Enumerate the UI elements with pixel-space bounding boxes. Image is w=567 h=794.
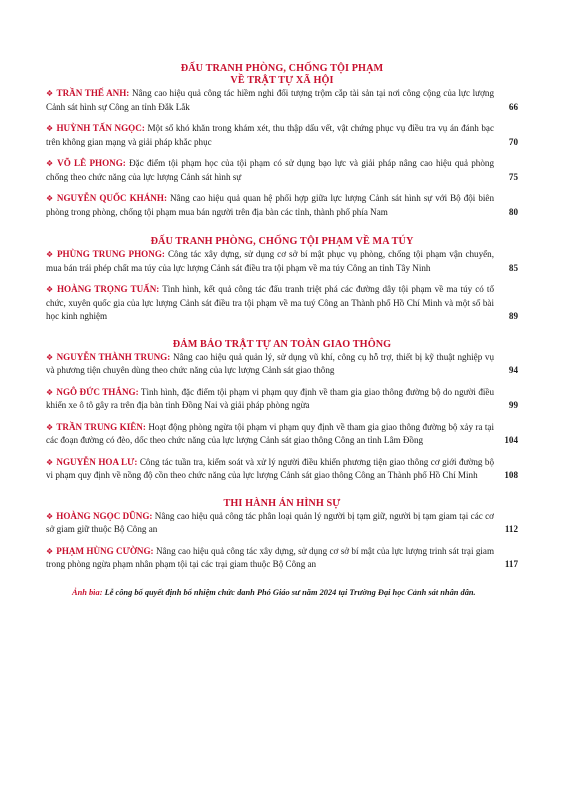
toc-entry[interactable] [46,192,518,219]
entry-page-number: 85 [508,262,518,273]
toc-entry[interactable] [46,87,518,114]
diamond-bullet-icon: ❖ [46,194,54,203]
entry-page-number: 89 [508,311,518,321]
entry-page-number: 75 [508,171,518,182]
entry-page-number: 80 [508,206,518,217]
entry-author: HOÀNG TRỌNG TUẤN: [56,284,160,294]
entry-page-number: 99 [508,400,518,410]
entry-page-number: 117 [504,559,518,569]
section-title: ĐẤU TRANH PHÒNG, CHỐNG TỘI PHẠM VỀ TRẬT TỰ XÃ HỘI [180,63,384,86]
entry-title: Tình hình, kết quả công tác đấu tranh triệt phá các đường dây tội phạm về ma túy có tổ chức, xuyên quốc gia của lực lượng Cảnh sát điều tra tội phạm về ma tuý Công an Thành phố Hồ Chí Minh và một số bài học kinh nghiệm [46,284,494,321]
toc-section-drugs [46,236,518,324]
entry-author: NGUYỄN THÀNH TRUNG: [56,351,171,362]
toc-entry[interactable] [46,545,518,572]
entry-page-number: 108 [504,470,518,480]
toc-entry[interactable] [46,421,518,448]
diamond-bullet-icon: ❖ [46,89,54,98]
section-title: ĐẢM BẢO TRẬT TỰ AN TOÀN GIAO THÔNG [172,338,392,350]
entry-title: Công tác tuần tra, kiểm soát và xử lý người điều khiển phương tiện giao thông cơ giới đường bộ vi phạm quy định về nồng độ cồn theo chức năng của lực lượng Cảnh sát giao thông Công an Thành phố Hồ Chí Minh [46,456,495,480]
diamond-bullet-icon: ❖ [46,124,54,133]
entry-page-number: 66 [508,101,518,112]
entry-page-number: 94 [508,365,518,375]
diamond-bullet-icon: ❖ [46,422,54,432]
diamond-bullet-icon: ❖ [46,511,54,521]
diamond-bullet-icon: ❖ [46,387,54,397]
toc-content [46,63,518,599]
toc-entry[interactable] [46,157,518,184]
section-title: ĐẤU TRANH PHÒNG, CHỐNG TỘI PHẠM VỀ MA TÚY [150,236,414,247]
toc-entry[interactable] [46,386,518,413]
diamond-bullet-icon: ❖ [46,546,54,556]
entry-title: Nâng cao hiệu quả quan hệ phối hợp giữa lực lượng Cảnh sát hình sự với Bộ đội biên phòng trong phòng, chống tội phạm mua bán người trên địa bàn các tỉnh, thành phố phía Nam [46,193,494,217]
entry-title: Đặc điểm tội phạm học của tội phạm có sử dụng bạo lực và giải pháp nâng cao hiệu quả phòng chống theo chức năng của lực lượng Cảnh sát hình sự [46,158,494,182]
entry-title: Tình hình, đặc điểm tội phạm vi phạm quy định về tham gia giao thông đường bộ do người điều khiển xe ô tô gây ra trên địa bàn tỉnh Đồng Nai và giải pháp phòng ngừa [46,386,495,410]
cover-photo-caption [46,587,502,599]
entry-author: TRẦN TRUNG KIÊN: [56,421,146,432]
toc-entry[interactable] [46,283,518,324]
entry-page-number: 104 [504,435,518,445]
entry-author: NGUYỄN QUỐC KHÁNH: [56,193,167,203]
toc-section-traffic [46,339,518,483]
toc-entry[interactable] [46,248,518,275]
diamond-bullet-icon: ❖ [46,457,54,467]
toc-entry[interactable] [46,456,518,483]
diamond-bullet-icon: ❖ [46,285,54,294]
toc-entry[interactable] [46,122,518,149]
entry-author: HOÀNG NGỌC DŨNG: [56,510,153,521]
entry-title: Hoạt động phòng ngừa tội phạm vi phạm quy định về tham gia giao thông đường bộ xảy ra tại các đoạn đường có đèo, dốc theo chức năng của lực lượng Cảnh sát giao thông Công an tỉnh Lâm Đồng [46,421,494,445]
entry-title: Nâng cao hiệu quả công tác phân loại quản lý người bị tạm giữ, người bị tạm giam tại các cơ sở giam giữ thuộc Bộ Công an [46,510,494,534]
entry-author: NGUYỄN HOA LƯ: [56,456,138,467]
diamond-bullet-icon: ❖ [46,352,54,362]
entry-title: Một số khó khăn trong khám xét, thu thập dấu vết, vật chứng phục vụ điều tra vụ án đánh bạc trên không gian mạng và giải pháp khắc phục [46,123,494,147]
entry-page-number: 112 [504,524,518,534]
section-title: THI HÀNH ÁN HÌNH SỰ [223,497,341,509]
entry-author: VÕ LÊ PHONG: [57,158,126,168]
caption-text: Lễ công bố quyết định bổ nhiệm chức danh Phó Giáo sư năm 2024 tại Trường Đại học Cảnh sát nhân dân. [102,587,476,597]
toc-entry[interactable] [46,351,518,378]
toc-entry[interactable] [46,510,518,537]
entry-author: PHÙNG TRUNG PHONG: [56,249,165,259]
entry-author: HUỲNH TẤN NGỌC: [56,123,145,133]
entry-author: PHẠM HÙNG CƯỜNG: [56,545,154,556]
entry-title: Nâng cao hiệu quả công tác xây dựng, sử dụng cơ sở bí mật của lực lượng trinh sát trại giam trong phòng ngừa phạm nhân phạm tội tại các trại giam thuộc Bộ Công an [46,545,495,569]
caption-label: Ảnh bìa: [72,587,103,597]
diamond-bullet-icon: ❖ [46,250,54,259]
toc-section-social-order [46,63,518,219]
entry-page-number: 70 [508,136,518,147]
toc-section-criminal-enforcement [46,498,518,572]
entry-title: Nâng cao hiệu quả quản lý, sử dụng vũ khí, công cụ hỗ trợ, thiết bị kỹ thuật nghiệp vụ và phương tiện chuyên dùng theo chức năng của lực lượng Cảnh sát giao thông [46,351,495,375]
entry-title: Nâng cao hiệu quả công tác hiềm nghi đối tượng trộm cắp tài sản tại nơi công cộng của lực lượng Cảnh sát hình sự Công an tỉnh Đắk Lắk [46,88,495,112]
diamond-bullet-icon: ❖ [46,159,55,168]
entry-author: NGÔ ĐỨC THẮNG: [56,386,139,397]
entry-author: TRẦN THẾ ANH: [56,88,130,98]
entry-title: Công tác xây dựng, sử dụng cơ sở bí mật phục vụ phòng, chống tội phạm vận chuyển, mua bán trái phép chất ma túy của lực lượng Cảnh sát điều tra tội phạm về ma túy Công an tỉnh Tây Ninh [46,249,494,273]
